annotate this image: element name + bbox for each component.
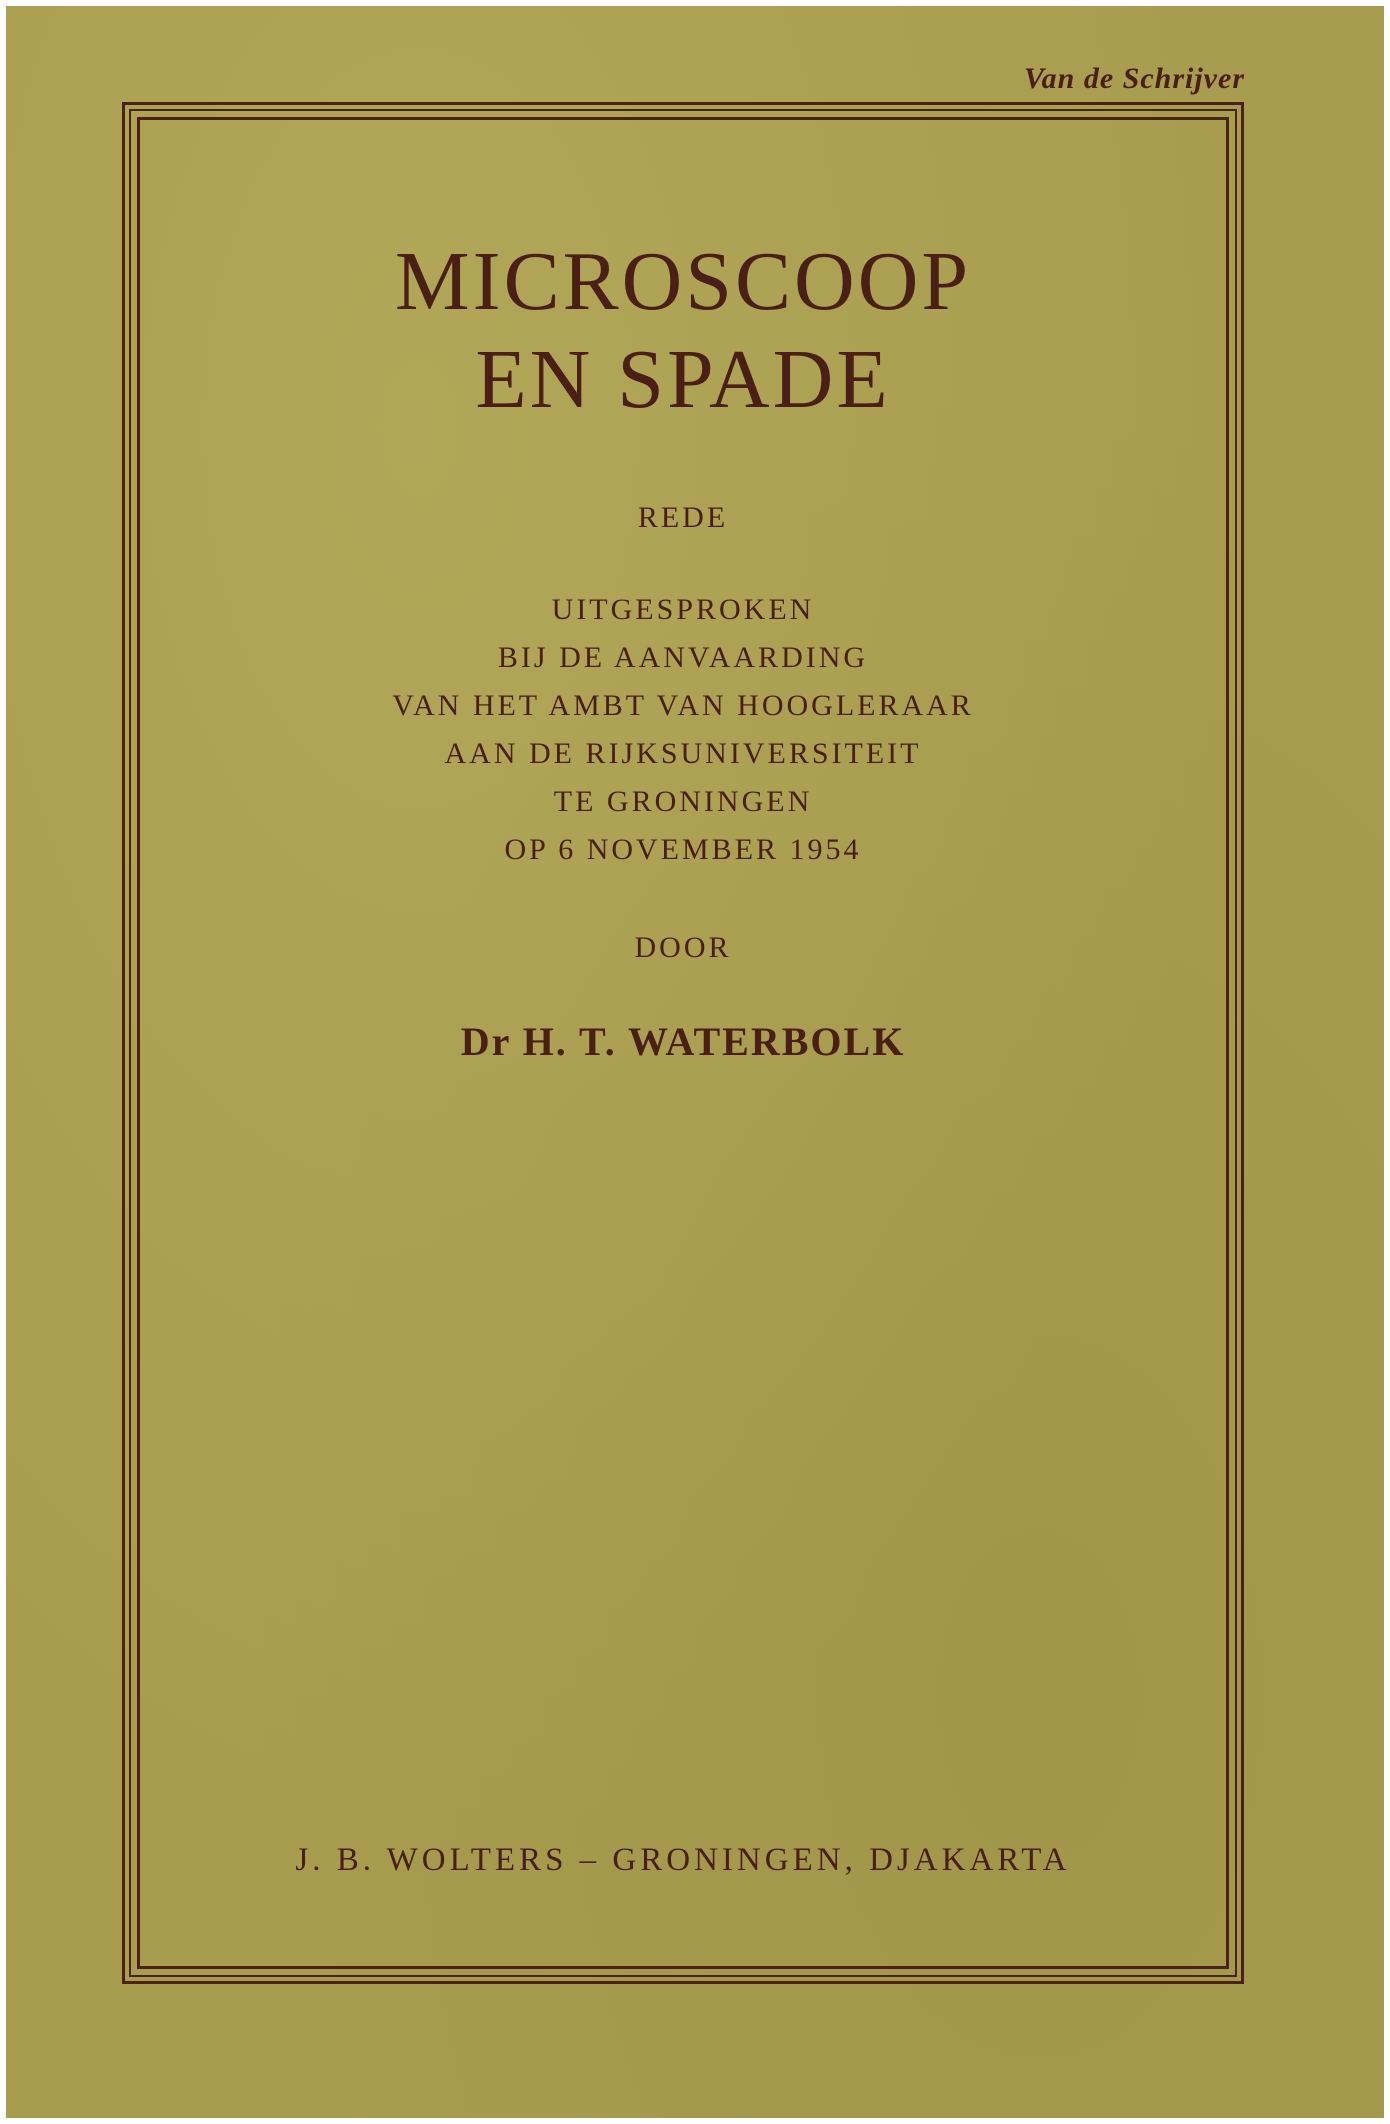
title-line-1: MICROSCOOP — [394, 235, 972, 328]
author-name: Dr H. T. WATERBOLK — [460, 1019, 906, 1064]
speech-line: OP 6 NOVEMBER 1954 — [504, 833, 862, 866]
title-line-2: EN SPADE — [475, 333, 891, 426]
speech-line: VAN HET AMBT VAN HOOGLERAAR — [392, 689, 974, 722]
speech-line: BIJ DE AANVAARDING — [497, 641, 869, 674]
rede-label: REDE — [637, 501, 729, 534]
speech-line: UITGESPROKEN — [551, 593, 815, 626]
speech-description — [137, 586, 1229, 874]
publisher-line: J. B. WOLTERS – GRONINGEN, DJAKARTA — [295, 1842, 1071, 1878]
author-inscription: Van de Schrijver — [1023, 62, 1245, 95]
speech-line: AAN DE RIJKSUNIVERSITEIT — [444, 737, 922, 770]
door-label: DOOR — [634, 931, 732, 964]
speech-line: TE GRONINGEN — [553, 785, 813, 818]
